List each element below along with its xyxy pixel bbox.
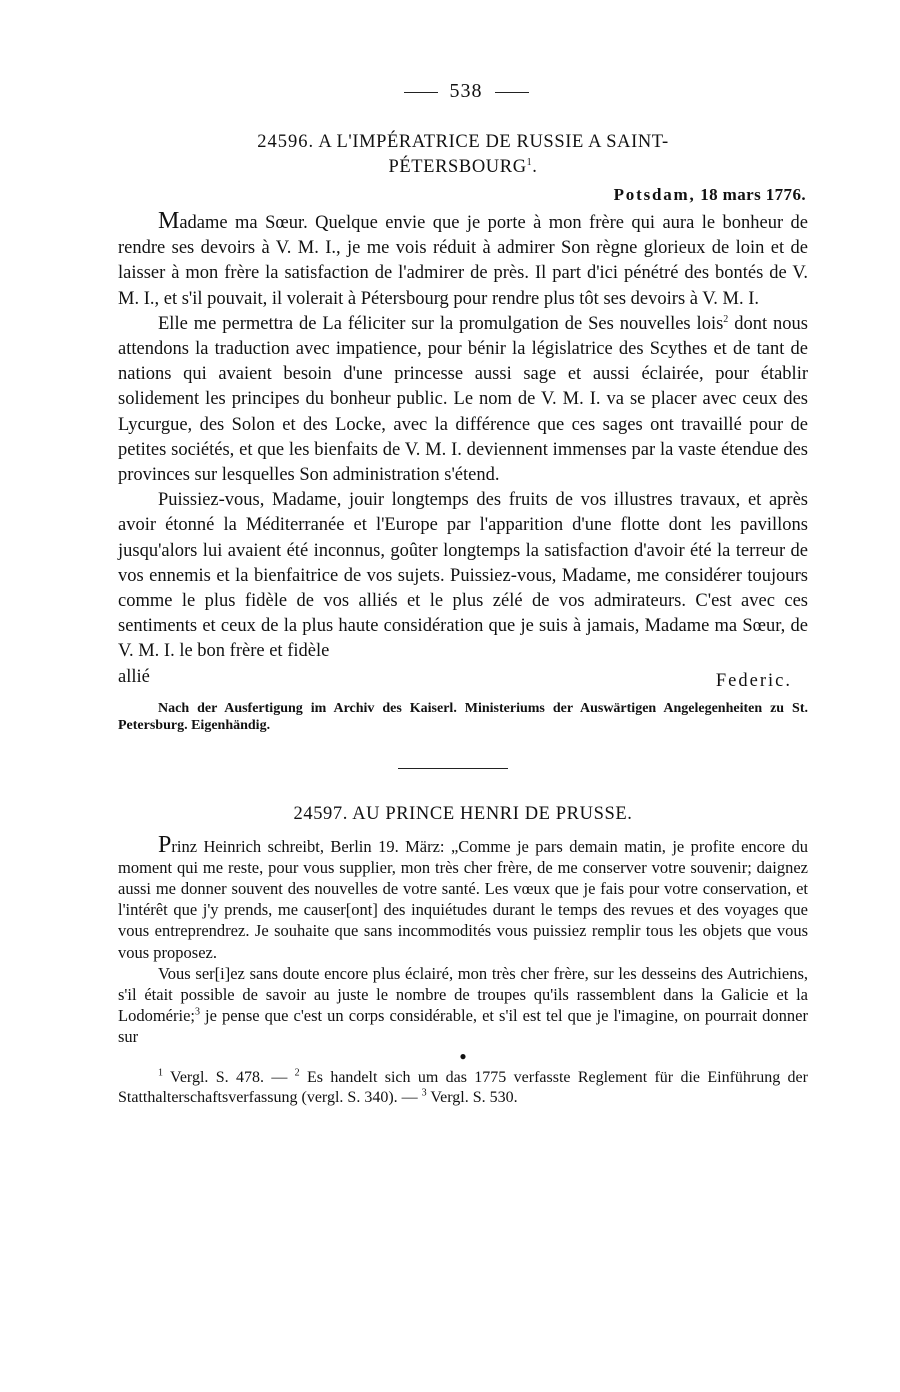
- letter1-number: 24596.: [257, 132, 315, 152]
- letter1-title-end: .: [532, 157, 538, 177]
- footnote-3: Vergl. S. 530.: [426, 1088, 518, 1106]
- letter2-initial: P: [158, 831, 172, 858]
- letter1-title-line2: PÉTERSBOURG: [388, 157, 527, 177]
- letter2-footnote-mark-3: 3: [194, 1006, 200, 1018]
- footnote-3-mark: 3: [421, 1087, 427, 1099]
- footnote-2-mark: 2: [294, 1067, 300, 1079]
- letter2-paragraph-1-text: rinz Heinrich schreibt, Berlin 19. März: „Comme je pars demain matin, je profite encore du moment qui me reste, pour vous supplier, mon très cher frère, de me conserver votre souvenir; daignez aussi me donner souvent des nouvelles de votre santé. Les vœux que je fais pour votre conservation, et l'intérêt que j'y prends, me causer[ont] des inquiétudes durant le temps des revues et des voyages que vous entreprendrez. Je souhaite que sans incommodités vous puissiez remplir tous les objets que vous vous proposez.: [118, 836, 808, 962]
- footnote-1-mark: 1: [158, 1067, 163, 1079]
- footnote-1: Vergl. S. 478. —: [163, 1068, 295, 1086]
- letter1-closing: [118, 665, 808, 694]
- document-page: [118, 80, 808, 1108]
- letter1-dateline: [118, 185, 808, 205]
- letter1-signature: Federic.: [715, 670, 792, 691]
- letter1-heading: [118, 130, 808, 180]
- page-number: [124, 80, 808, 103]
- letter1-source-note: Nach der Ausfertigung im Archiv des Kaiserl. Ministeriums der Auswärtigen Angelegenheiten zu St. Petersburg. Eigenhändig.: [118, 700, 808, 733]
- letter1-paragraph-1: [118, 209, 808, 312]
- letter1-footnote-mark-2: 2: [723, 313, 729, 325]
- letter2-title: AU PRINCE HENRI DE PRUSSE.: [352, 803, 633, 824]
- catchword-dot: ●: [459, 1048, 467, 1063]
- letter1-paragraph-3: [118, 488, 808, 664]
- footnote-2: Es handelt sich um das 1775 verfasste Reglement für die Einführung der Statthalterschaftsverfassung (vergl. S. 340). —: [118, 1068, 808, 1106]
- footnotes: [118, 1068, 808, 1108]
- letter1-paragraph-3-text: Puissiez-vous, Madame, jouir longtemps des fruits de vos illustres travaux, et après avoir étonné la Méditerranée et l'Europe par l'apparition d'une flotte dont les pavillons jusqu'alors lui avaient été inconnus, goûter longtemps la satisfaction d'avoir été la terreur de vos ennemis et la bienfaitrice de vos sujets. Puissiez-vous, Madame, me considérer toujours comme le plus fidèle de vos alliés et le plus zélé de vos admirateurs. C'est avec ces sentiments et ceux de la plus haute considération que je suis à jamais, Madame ma Sœur, de V. M. I. le bon frère et fidèle: [118, 490, 808, 662]
- letter1-place: Potsdam,: [613, 185, 696, 204]
- page-number-dash-left: [404, 92, 438, 93]
- letter1-paragraph-2: [118, 312, 808, 488]
- letter2-paragraph-2: [118, 963, 808, 1048]
- letter1-paragraph-2-text-a: Elle me permettra de La féliciter sur la promulgation de Ses nouvelles lois: [158, 313, 724, 334]
- page-number-dash-right: [495, 92, 529, 93]
- letter2-number: 24597.: [293, 803, 348, 824]
- letter1-paragraph-2-text-b: dont nous attendons la traduction avec impatience, pour bénir la législatrice des Scythes et de tant de nations qui avaient besoin d'une princesse aussi sage et aussi éclairée, pour établir solidement les principes du bonheur public. Le nom de V. M. I. va se placer avec ceux des Lycurgue, des Solon et des Locke, avec la différence que ces sages ont travaillé pour de petites sociétés, et que les bienfaits de V. M. I. deviennent immenses par la vaste étendue des provinces sur lesquelles Son administration s'étend.: [118, 313, 808, 486]
- letter1-date: 18 mars 1776.: [700, 185, 806, 204]
- letter2-paragraph-2-text-a: Vous ser[i]ez sans doute encore plus éclairé, mon très cher frère, sur les desseins des Autrichiens, s'il était possible de savoir au juste le nombre de troupes qu'ils rassemblent dans la Galicie et la Lodomérie;: [118, 963, 808, 1026]
- letter1-closing-word: allié: [118, 666, 150, 687]
- letter1-initial: M: [158, 208, 180, 234]
- section-divider: [398, 768, 508, 769]
- page-number-text: 538: [449, 80, 483, 102]
- letter1-title-footnote-mark: 1: [526, 156, 533, 168]
- letter2-paragraph-2-text-b: je pense que c'est un corps considérable, et s'il est tel que je l'imagine, on pourrait donner sur: [118, 1006, 808, 1047]
- letter2-heading: [118, 804, 808, 825]
- letter1-paragraph-1-text: adame ma Sœur. Quelque envie que je porte à mon frère qui aura le bonheur de rendre ses devoirs à V. M. I., je me vois réduit à admirer Son règne glorieux de loin et de laisser à mon frère la satisfaction de l'admirer de près. Il part d'ici pénétré des bontés de V. M. I., et s'il pouvait, il volerait à Pétersbourg pour rendre plus tôt ses devoirs à V. M. I.: [118, 213, 808, 309]
- letter1-title-line1: A L'IMPÉRATRICE DE RUSSIE A SAINT-: [318, 132, 669, 152]
- letter2-paragraph-1: [118, 831, 808, 963]
